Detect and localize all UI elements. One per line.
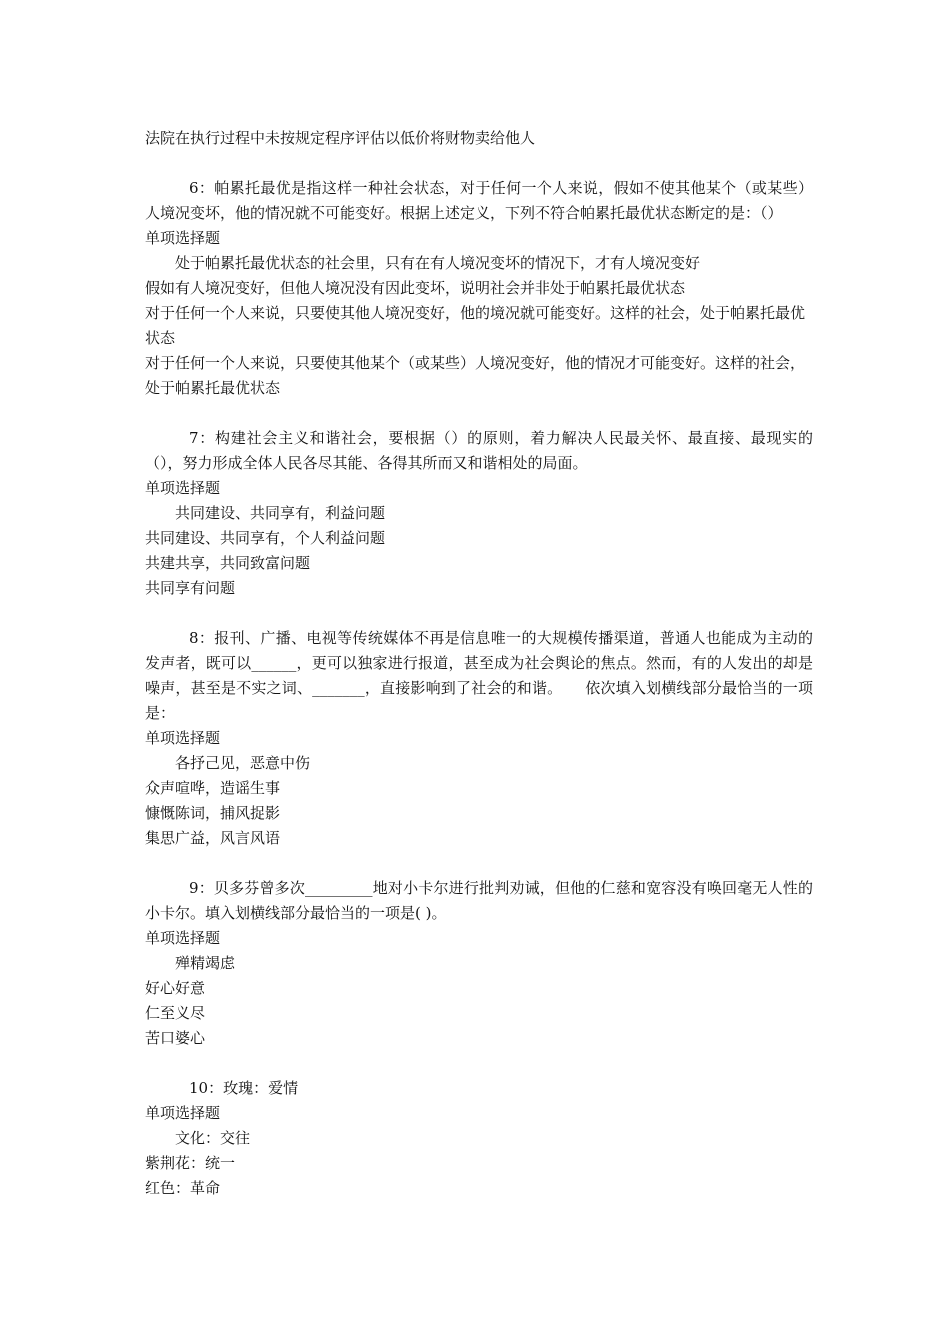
question-text: 9：贝多芬曾多次_________地对小卡尔进行批判劝诫，但他的仁慈和宽容没有唤回毫无人性的小卡尔。填入划横线部分最恰当的一项是( )。 bbox=[145, 879, 813, 922]
answer-option: 对于任何一个人来说，只要使其他人境况变好，他的境况就可能变好。这样的社会，处于帕累托最优状态 bbox=[145, 304, 806, 347]
answer-option: 各抒己见，恶意中伤 bbox=[175, 754, 311, 772]
spacer bbox=[145, 601, 813, 626]
spacer bbox=[145, 401, 813, 426]
question-text: 10：玫瑰：爱情 bbox=[189, 1079, 299, 1097]
question-text: 7：构建社会主义和谐社会，要根据（）的原则，着力解决人民最关怀、最直接、最现实的（），努力形成全体人民各尽其能、各得其所而又和谐相处的局面。 bbox=[145, 429, 813, 472]
document-page bbox=[145, 126, 813, 1201]
question-text: 6：帕累托最优是指这样一种社会状态，对于任何一个人来说，假如不使其他某个（或某些）人境况变坏，他的情况就不可能变好。根据上述定义，下列不符合帕累托最优状态断定的是：（） bbox=[145, 179, 813, 222]
answer-option: 对于任何一个人来说，只要使其他某个（或某些）人境况变好，他的情况才可能变好。这样的社会，处于帕累托最优状态 bbox=[145, 354, 806, 397]
spacer bbox=[145, 1051, 813, 1076]
answer-option: 集思广益，风言风语 bbox=[145, 829, 281, 847]
spacer bbox=[145, 851, 813, 876]
spacer bbox=[145, 151, 813, 176]
question-type: 单项选择题 bbox=[145, 479, 221, 497]
answer-option: 红色：革命 bbox=[145, 1179, 221, 1197]
answer-option: 共同建设、共同享有，个人利益问题 bbox=[145, 529, 386, 547]
answer-option: 共同享有问题 bbox=[145, 579, 236, 597]
answer-option: 苦口婆心 bbox=[145, 1029, 206, 1047]
question-block bbox=[145, 626, 813, 851]
question-block bbox=[145, 1076, 813, 1201]
question-block bbox=[145, 876, 813, 1051]
answer-option: 共建共享，共同致富问题 bbox=[145, 554, 311, 572]
answer-option: 慷慨陈词，捕风捉影 bbox=[145, 804, 281, 822]
question-type: 单项选择题 bbox=[145, 729, 221, 747]
answer-option: 仁至义尽 bbox=[145, 1004, 206, 1022]
answer-option: 紫荆花：统一 bbox=[145, 1154, 236, 1172]
question-text: 8：报刊、广播、电视等传统媒体不再是信息唯一的大规模传播渠道，普通人也能成为主动的发声者，既可以______，更可以独家进行报道，甚至成为社会舆论的焦点。然而，有的人发出的却是噪声，甚至是不实之词、_______，直接影响到了社会的和谐。 依次填入划横线部分最恰当的一项是： bbox=[145, 629, 813, 722]
answer-option: 文化：交往 bbox=[175, 1129, 251, 1147]
answer-option: 假如有人境况变好，但他人境况没有因此变坏，说明社会并非处于帕累托最优状态 bbox=[145, 279, 686, 297]
question-block bbox=[145, 176, 813, 401]
answer-option: 众声喧哗，造谣生事 bbox=[145, 779, 281, 797]
question-type: 单项选择题 bbox=[145, 229, 221, 247]
question-type: 单项选择题 bbox=[145, 1104, 221, 1122]
answer-option: 殚精竭虑 bbox=[175, 954, 236, 972]
question-type: 单项选择题 bbox=[145, 929, 221, 947]
question-block bbox=[145, 426, 813, 601]
intro-line: 法院在执行过程中未按规定程序评估以低价将财物卖给他人 bbox=[145, 129, 536, 147]
answer-option: 处于帕累托最优状态的社会里，只有在有人境况变坏的情况下，才有人境况变好 bbox=[175, 254, 701, 272]
answer-option: 共同建设、共同享有，利益问题 bbox=[175, 504, 386, 522]
answer-option: 好心好意 bbox=[145, 979, 206, 997]
